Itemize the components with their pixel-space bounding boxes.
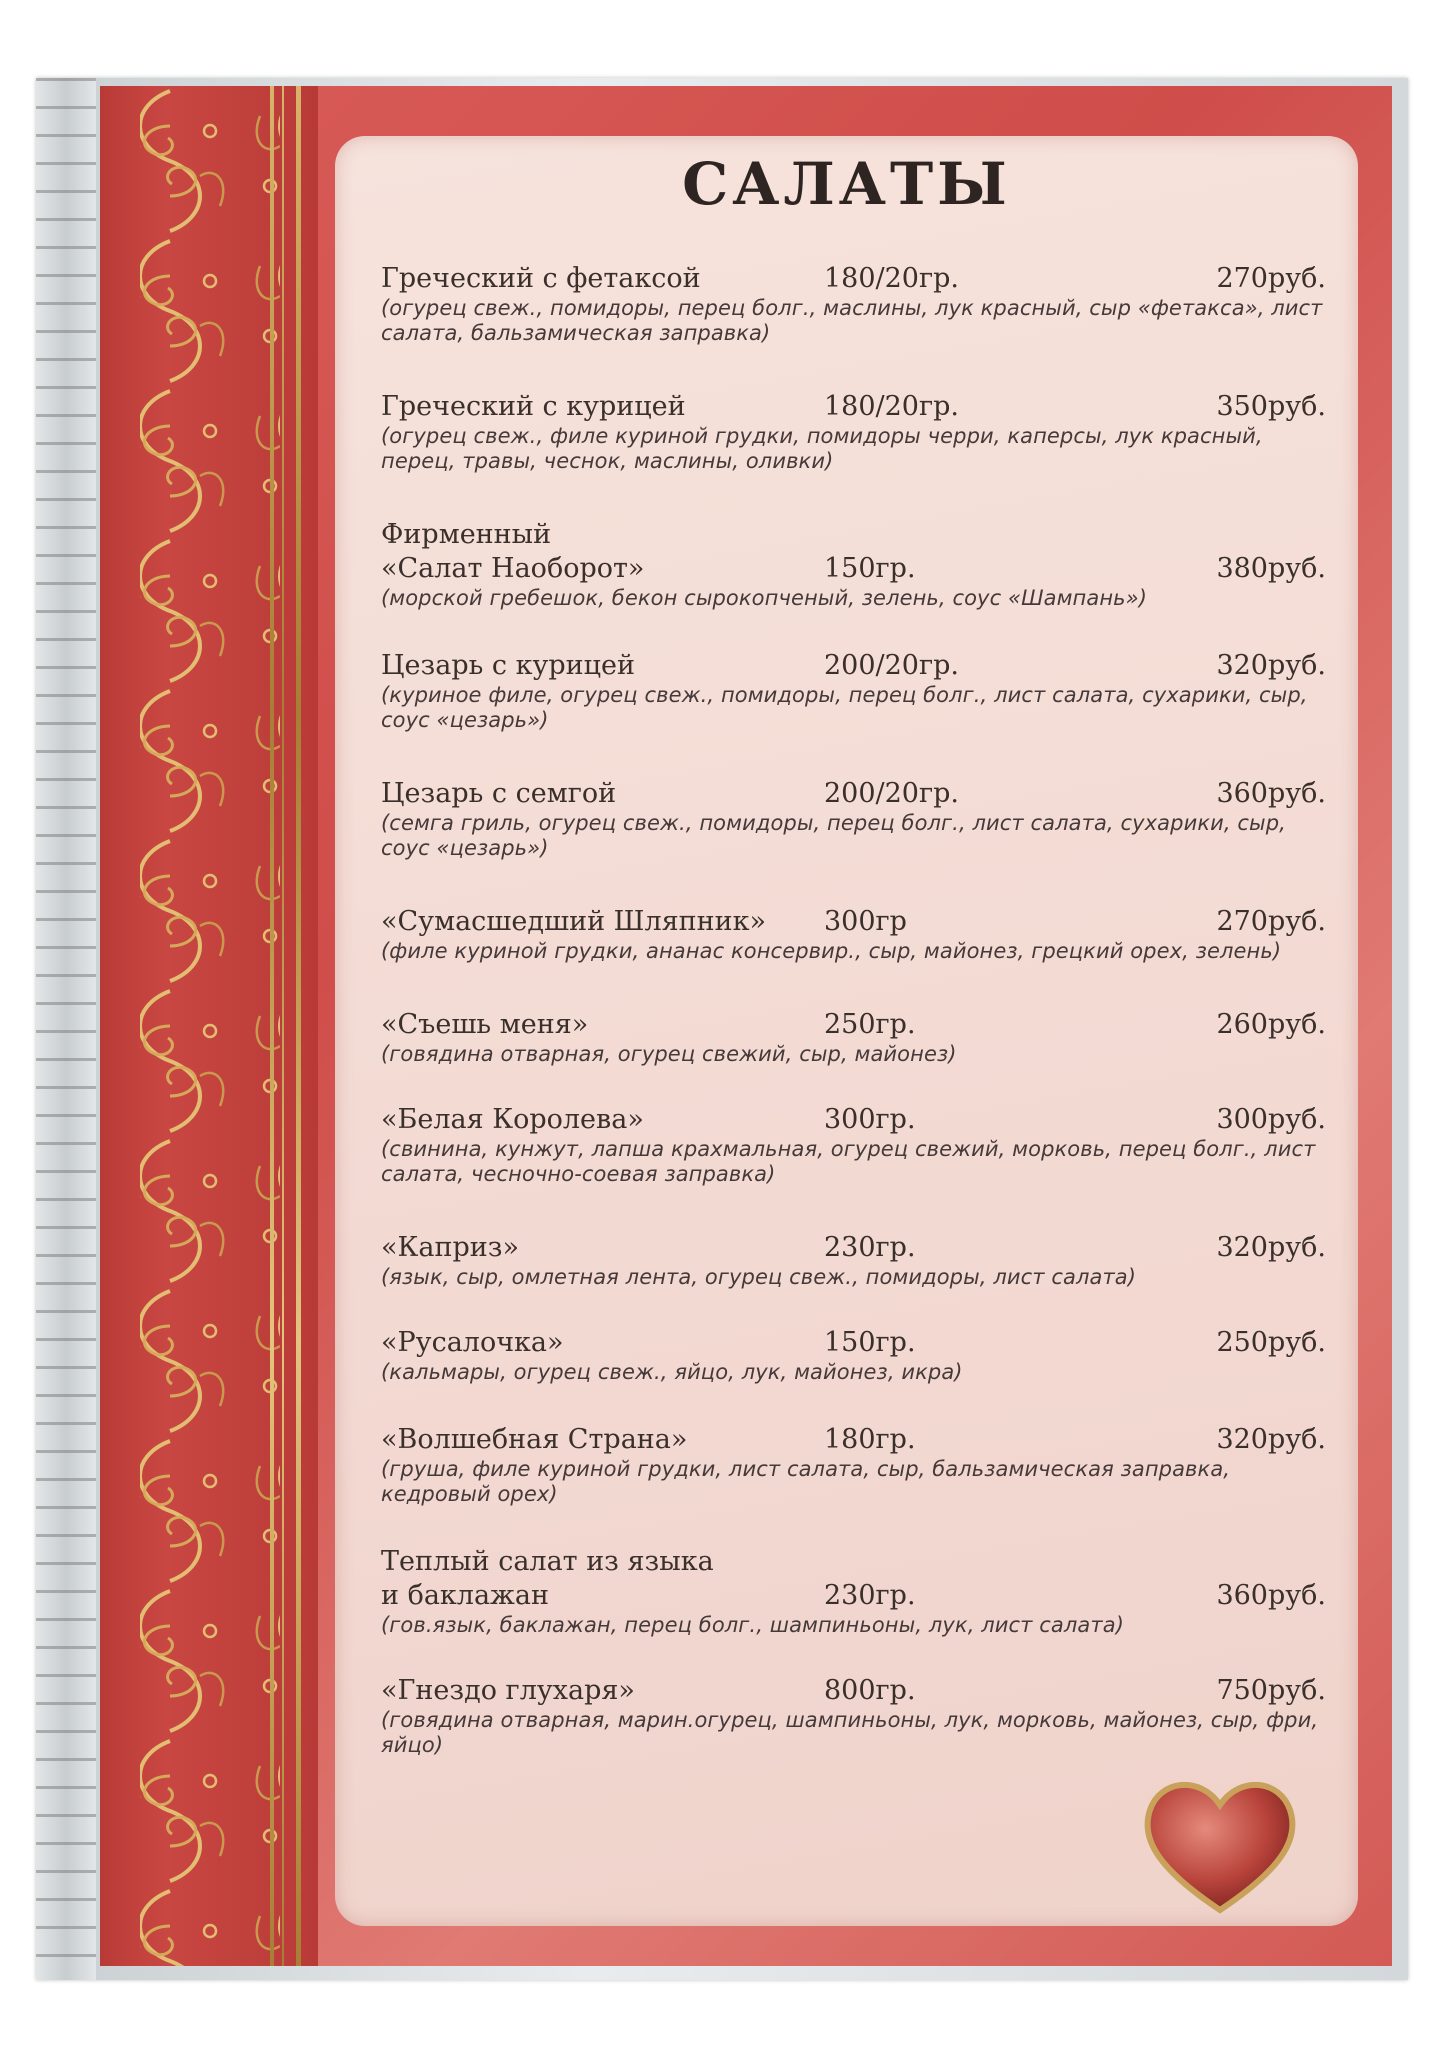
gold-stripe	[296, 86, 301, 1966]
item-description: (говядина отварная, марин.огурец, шампиньоны, лук, морковь, майонез, сыр, фри, яйцо)	[381, 1708, 1319, 1757]
menu-item	[381, 1008, 1326, 1067]
item-price: 360руб.	[1216, 778, 1326, 809]
item-weight: 150гр.	[824, 553, 916, 584]
menu-item	[381, 262, 1326, 346]
item-name: «Русалочка»	[381, 1327, 564, 1358]
item-name: Греческий с фетаксой	[381, 263, 701, 294]
item-price: 360руб.	[1216, 1580, 1326, 1611]
scroll-ornament-icon	[100, 86, 318, 1966]
item-description: (морской гребешок, бекон сырокопченый, зелень, соус «Шампань»)	[381, 586, 1147, 610]
item-description: (огурец свеж., помидоры, перец болг., маслины, лук красный, сыр «фетакса», лист салата, бальзамическая заправка)	[381, 296, 1323, 345]
item-weight: 180гр.	[824, 1424, 916, 1455]
item-price: 260руб.	[1216, 1009, 1326, 1040]
item-weight: 150гр.	[824, 1327, 916, 1358]
item-name: «Сумасшедший Шляпник»	[381, 906, 767, 937]
menu-item	[381, 905, 1326, 964]
item-prefix: Фирменный	[381, 519, 552, 550]
item-description: (куриное филе, огурец свеж., помидоры, перец болг., лист салата, сухарики, сыр, соус «цезарь»)	[381, 683, 1308, 732]
menu-item	[381, 1674, 1326, 1758]
item-price: 320руб.	[1216, 650, 1326, 681]
item-name: Цезарь с семгой	[381, 778, 617, 809]
ornament-border	[100, 86, 318, 1966]
menu-item	[381, 1545, 1326, 1638]
menu-item	[381, 1423, 1326, 1507]
menu-item	[381, 1231, 1326, 1290]
menu-item	[381, 1103, 1326, 1187]
menu-panel	[335, 136, 1358, 1926]
item-weight: 180/20гр.	[824, 263, 959, 294]
item-prefix: Теплый салат из языка	[381, 1546, 714, 1577]
menu-item	[381, 518, 1326, 611]
item-price: 320руб.	[1216, 1232, 1326, 1263]
item-price: 750руб.	[1216, 1675, 1326, 1706]
binder-edge	[36, 78, 96, 1980]
item-name: «Съешь меня»	[381, 1009, 589, 1040]
item-weight: 230гр.	[824, 1232, 916, 1263]
item-price: 270руб.	[1216, 263, 1326, 294]
item-weight: 230гр.	[824, 1580, 916, 1611]
item-name: «Каприз»	[381, 1232, 520, 1263]
item-price: 320руб.	[1216, 1424, 1326, 1455]
item-description: (гов.язык, баклажан, перец болг., шампиньоны, лук, лист салата)	[381, 1613, 1124, 1637]
heart-icon	[1140, 1770, 1300, 1920]
item-description: (семга гриль, огурец свеж., помидоры, перец болг., лист салата, сухарики, сыр, соус «цезарь»)	[381, 811, 1286, 860]
item-price: 270руб.	[1216, 906, 1326, 937]
item-description: (язык, сыр, омлетная лента, огурец свеж., помидоры, лист салата)	[381, 1265, 1137, 1289]
item-weight: 800гр.	[824, 1675, 916, 1706]
item-description: (филе куриной грудки, ананас консервир., сыр, майонез, грецкий орех, зелень)	[381, 939, 1282, 963]
item-weight: 250гр.	[824, 1009, 916, 1040]
item-name: Цезарь с курицей	[381, 650, 635, 681]
item-description: (кальмары, огурец свеж., яйцо, лук, майонез, икра)	[381, 1360, 963, 1384]
item-weight: 200/20гр.	[824, 778, 959, 809]
gold-stripe	[270, 86, 274, 1966]
item-description: (говядина отварная, огурец свежий, сыр, майонез)	[381, 1042, 957, 1066]
menu-item	[381, 390, 1326, 474]
item-name: и баклажан	[381, 1580, 549, 1611]
item-name: «Волшебная Страна»	[381, 1424, 688, 1455]
item-description: (огурец свеж., филе куриной грудки, помидоры черри, каперсы, лук красный, перец, травы, чеснок, маслины, оливки)	[381, 424, 1263, 473]
item-weight: 300гр.	[824, 1104, 916, 1135]
menu-items	[381, 262, 1326, 1758]
item-weight: 180/20гр.	[824, 391, 959, 422]
section-title: САЛАТЫ	[682, 150, 1011, 218]
menu-item	[381, 777, 1326, 861]
item-name: «Салат Наоборот»	[381, 553, 645, 584]
item-description: (свинина, кунжут, лапша крахмальная, огурец свежий, морковь, перец болг., лист салата, чесночно-соевая заправка)	[381, 1137, 1316, 1186]
item-weight: 200/20гр.	[824, 650, 959, 681]
item-price: 300руб.	[1216, 1104, 1326, 1135]
item-price: 380руб.	[1216, 553, 1326, 584]
item-weight: 300гр	[824, 906, 907, 937]
item-description: (груша, филе куриной грудки, лист салата, сыр, бальзамическая заправка, кедровый орех)	[381, 1457, 1231, 1506]
menu-item	[381, 649, 1326, 733]
gold-stripe	[282, 86, 284, 1966]
item-price: 250руб.	[1216, 1327, 1326, 1358]
item-name: «Гнездо глухаря»	[381, 1675, 635, 1706]
menu-item	[381, 1326, 1326, 1385]
item-name: Греческий с курицей	[381, 391, 686, 422]
item-name: «Белая Королева»	[381, 1104, 644, 1135]
item-price: 350руб.	[1216, 391, 1326, 422]
